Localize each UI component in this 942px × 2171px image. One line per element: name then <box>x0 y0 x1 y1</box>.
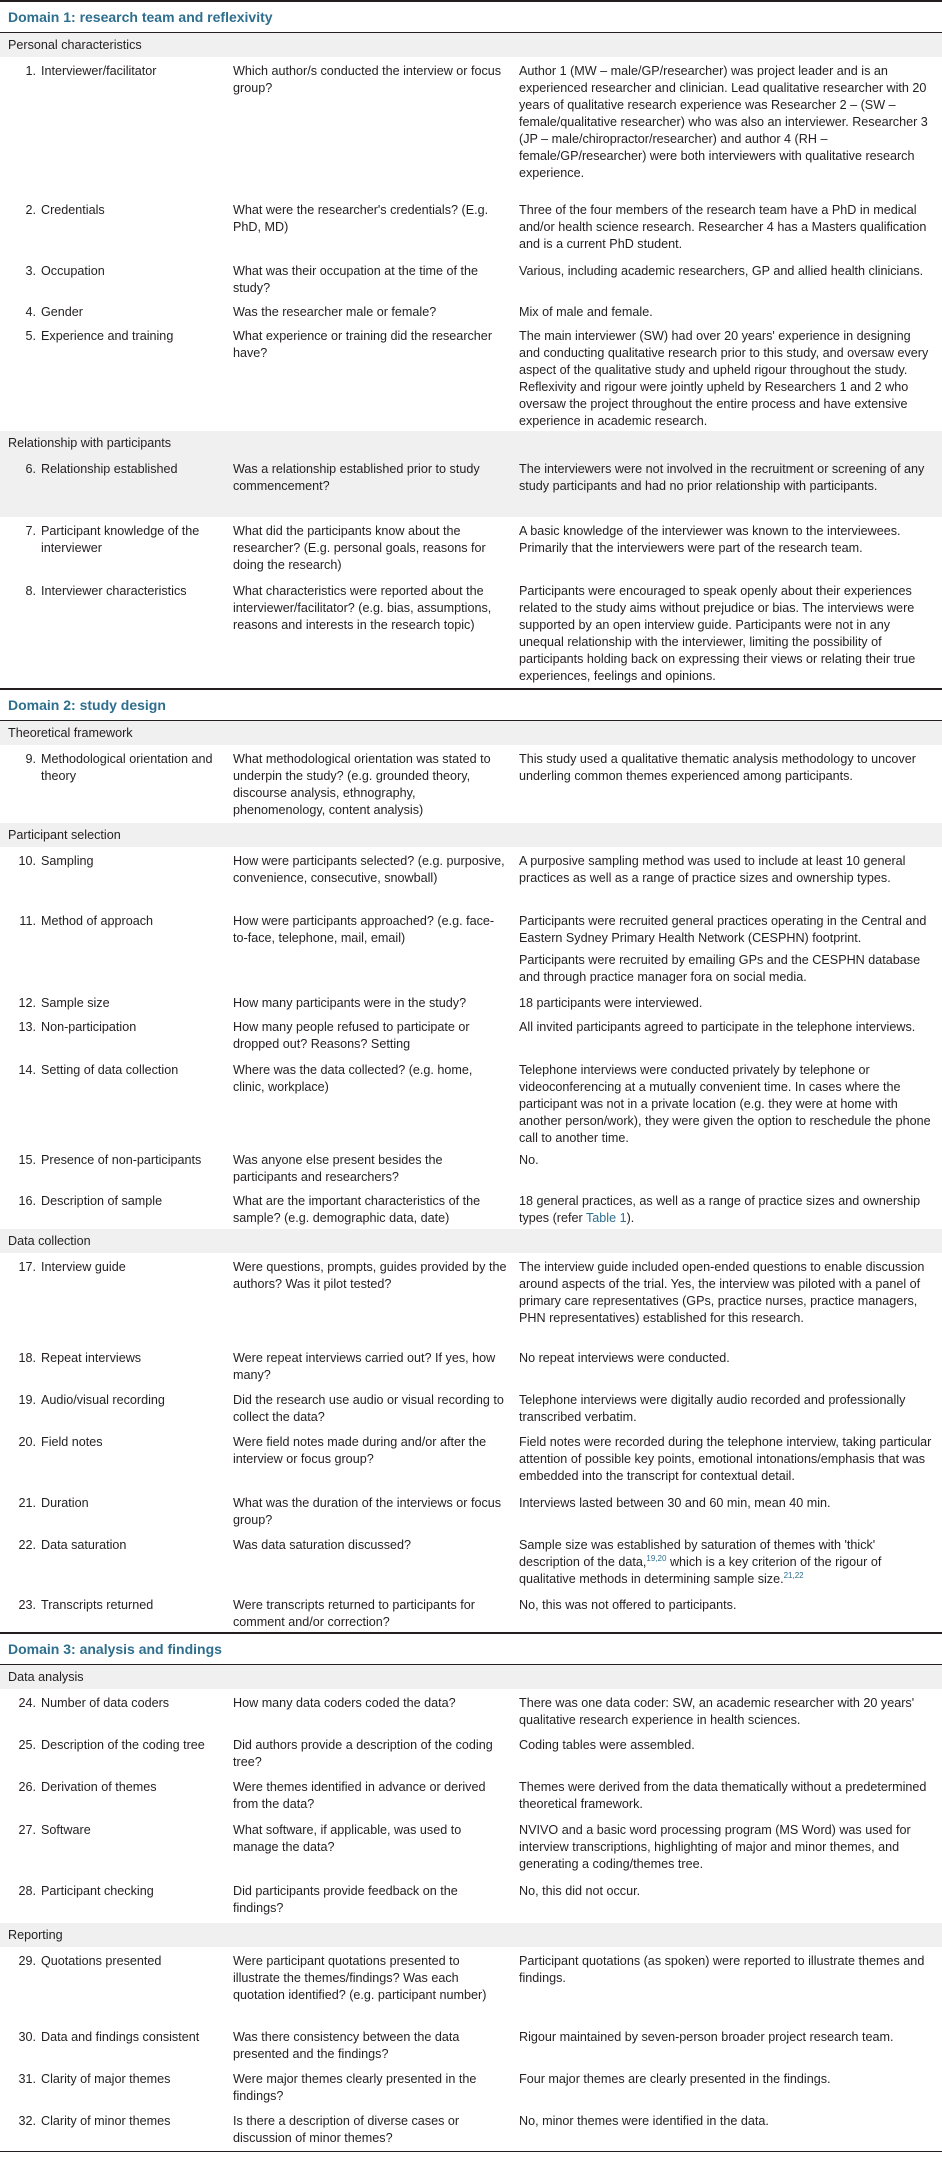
section-header: Theoretical framework <box>0 721 942 745</box>
item-answer: Interviews lasted between 30 and 60 min, mean 40 min. <box>519 1496 831 1510</box>
item-answer: All invited participants agreed to participate in the telephone interviews. <box>519 1020 916 1034</box>
item-number: 25. <box>18 1738 36 1752</box>
item-number: 21. <box>18 1496 36 1510</box>
item-topic: Non-participation <box>41 1020 137 1034</box>
item-number: 1. <box>25 64 36 78</box>
item-question: What characteristics were reported about the interviewer/facilitator? (e.g. bias, assumptions, reasons and interests in the research topic) <box>233 584 492 632</box>
item-topic: Credentials <box>41 203 105 217</box>
item-topic: Number of data coders <box>41 1696 170 1710</box>
item-answer: The interview guide included open-ended questions to enable discussion around aspects of the trial. Yes, the interview was piloted with a panel of primary care representatives (GPs, practice nurses, practice managers, PHN representatives) established for this research. <box>519 1260 925 1325</box>
item-number: 7. <box>25 524 36 538</box>
item-question: Were field notes made during and/or after the interview or focus group? <box>233 1435 487 1466</box>
table-row <box>0 1344 942 1386</box>
item-topic: Methodological orientation and theory <box>41 752 213 783</box>
table-row <box>0 2065 942 2107</box>
domain-header: Domain 2: study design <box>0 688 942 721</box>
item-number: 31. <box>18 2072 36 2086</box>
item-topic: Description of the coding tree <box>41 1738 205 1752</box>
table-row <box>0 517 942 577</box>
table-row <box>0 1428 942 1489</box>
table-row <box>0 1531 942 1591</box>
item-answer: NVIVO and a basic word processing program (MS Word) was used for interview transcriptions, highlighting of major and minor themes, and generating a coding/themes tree. <box>519 1823 911 1871</box>
item-topic: Duration <box>41 1496 89 1510</box>
item-number: 29. <box>18 1954 36 1968</box>
item-number: 12. <box>18 996 36 1010</box>
item-number: 22. <box>18 1538 36 1552</box>
domain-header: Domain 3: analysis and findings <box>0 1632 942 1665</box>
item-topic: Interviewer characteristics <box>41 584 187 598</box>
table-row <box>0 2023 942 2065</box>
table-row <box>0 1689 942 1731</box>
item-number: 6. <box>25 462 36 476</box>
item-answer: Author 1 (MW – male/GP/researcher) was project leader and is an experienced researcher and clinician. Lead qualitative researcher with 20 years of qualitative research experience was Researcher 2 – (SW – female/qualitative researcher) who was also an interviewer. Researcher 3 (JP – male/chiropractor/researcher) and author 4 (RH – female/GP/researcher) were both interviewers with qualitative research experience. <box>519 64 928 180</box>
item-question: Where was the data collected? (e.g. home, clinic, workplace) <box>233 1063 473 1094</box>
item-question: Did the research use audio or visual recording to collect the data? <box>233 1393 504 1424</box>
item-question: What was their occupation at the time of the study? <box>233 264 479 295</box>
item-topic: Sample size <box>41 996 110 1010</box>
item-answer: The main interviewer (SW) had over 20 years' experience in designing and conducting qualitative research prior to this study, and oversaw every aspect of the qualitative study and upheld rigour throughout the study. Reflexivity and rigour were jointly upheld by Researchers 1 and 2 who oversaw the project throughout the entire process and have extensive experience in academic research. <box>519 329 929 428</box>
item-question: Were major themes clearly presented in the findings? <box>233 2072 477 2103</box>
table-row <box>0 322 942 431</box>
table-row <box>0 1187 942 1229</box>
item-number: 24. <box>18 1696 36 1710</box>
table-row <box>0 1013 942 1056</box>
item-answer: Participants were recruited general practices operating in the Central and Eastern Sydney Primary Health Network (CESPHN) footprint. <box>519 914 927 945</box>
item-number: 4. <box>25 305 36 319</box>
item-number: 10. <box>18 854 36 868</box>
item-answer: 18 participants were interviewed. <box>519 996 703 1010</box>
item-topic: Gender <box>41 305 84 319</box>
item-topic: Field notes <box>41 1435 103 1449</box>
item-number: 23. <box>18 1598 36 1612</box>
item-question: Were participant quotations presented to illustrate the themes/findings? Was each quotation identified? (e.g. participant number) <box>233 1954 487 2002</box>
item-topic: Repeat interviews <box>41 1351 142 1365</box>
table-row <box>0 1773 942 1816</box>
item-answer: A purposive sampling method was used to include at least 10 general practices as well as a range of practice sizes and ownership types. <box>519 854 906 885</box>
item-answer: Participants were encouraged to speak openly about their experiences related to the study aims without prejudice or bias. The interviews were supported by an open interview guide. Participants were not in any unequal relationship with the interviewer, limiting the possibility of participants holding back on expressing their views or relating their true experiences, feelings and opinions. <box>519 584 916 683</box>
item-topic: Participant checking <box>41 1884 154 1898</box>
item-question: How many people refused to participate or dropped out? Reasons? Setting <box>233 1020 470 1051</box>
item-answer-text: 18 general practices, as well as a range of practice sizes and ownership types (refer <box>519 1194 921 1225</box>
item-topic: Description of sample <box>41 1194 163 1208</box>
item-topic: Setting of data collection <box>41 1063 179 1077</box>
item-answer: The interviewers were not involved in the recruitment or screening of any study participants and had no prior relationship with participants. <box>519 462 925 493</box>
table-row <box>0 1816 942 1877</box>
table-row <box>0 196 942 257</box>
domain-header: Domain 1: research team and reflexivity <box>0 0 942 33</box>
table-row <box>0 257 942 298</box>
item-topic: Sampling <box>41 854 94 868</box>
item-question: Is there a description of diverse cases or discussion of minor themes? <box>233 2114 460 2145</box>
item-question: How were participants selected? (e.g. purposive, convenience, consecutive, snowball) <box>233 854 505 885</box>
item-number: 2. <box>25 203 36 217</box>
table-reference-link[interactable]: Table 1 <box>585 1211 627 1225</box>
item-number: 32. <box>18 2114 36 2128</box>
item-answer: No, this was not offered to participants. <box>519 1598 737 1612</box>
item-question: Was there consistency between the data presented and the findings? <box>233 2030 460 2061</box>
item-topic: Clarity of major themes <box>41 2072 171 2086</box>
citation-ref[interactable]: 21,22 <box>783 1570 804 1580</box>
item-answer: Mix of male and female. <box>519 305 653 319</box>
table-row <box>0 1731 942 1773</box>
table-bottom-rule <box>0 2151 942 2152</box>
item-question: How many participants were in the study? <box>233 996 467 1010</box>
section-header: Personal characteristics <box>0 33 942 57</box>
item-number: 8. <box>25 584 36 598</box>
item-question: Was a relationship established prior to study commencement? <box>233 462 480 493</box>
item-topic: Software <box>41 1823 91 1837</box>
item-answer: Telephone interviews were digitally audio recorded and professionally transcribed verbatim. <box>519 1393 906 1424</box>
table-row <box>0 1146 942 1187</box>
item-question: What are the important characteristics of the sample? (e.g. demographic data, date) <box>233 1194 481 1225</box>
item-number: 30. <box>18 2030 36 2044</box>
table-row <box>0 1253 942 1344</box>
item-answer: Rigour maintained by seven-person broader project research team. <box>519 2030 894 2044</box>
table-row <box>0 1947 942 2023</box>
item-answer: Three of the four members of the research team have a PhD in medical and/or health science research. Researcher 4 has a Masters qualification and is a current PhD student. <box>519 203 927 251</box>
item-answer: No repeat interviews were conducted. <box>519 1351 730 1365</box>
item-topic: Audio/visual recording <box>41 1393 165 1407</box>
item-number: 15. <box>18 1153 36 1167</box>
item-answer: Participant quotations (as spoken) were reported to illustrate themes and findings. <box>519 1954 925 1985</box>
item-question: Were themes identified in advance or derived from the data? <box>233 1780 486 1811</box>
item-answer <box>519 1531 942 1591</box>
section-header: Relationship with participants <box>0 431 942 455</box>
item-question: Did participants provide feedback on the findings? <box>233 1884 458 1915</box>
item-topic: Interviewer/facilitator <box>41 64 157 78</box>
table-row <box>0 1056 942 1146</box>
item-question: Which author/s conducted the interview or focus group? <box>233 64 502 95</box>
citation-ref[interactable]: 19,20 <box>646 1553 667 1563</box>
section-header: Participant selection <box>0 823 942 847</box>
section-header: Reporting <box>0 1923 942 1947</box>
item-answer <box>519 1187 942 1229</box>
item-number: 5. <box>25 329 36 343</box>
table-row <box>0 1386 942 1428</box>
item-number: 19. <box>18 1393 36 1407</box>
table-row <box>0 298 942 322</box>
table-row <box>0 989 942 1013</box>
item-answer-mid: which is a key criterion of the rigour of qualitative methods in determining sample size. <box>519 1555 882 1586</box>
table-row <box>0 907 942 989</box>
item-question: Were transcripts returned to participants for comment and/or correction? <box>233 1598 475 1629</box>
item-number: 28. <box>18 1884 36 1898</box>
table-row <box>0 745 942 823</box>
item-answer: No, minor themes were identified in the data. <box>519 2114 769 2128</box>
item-answer: Themes were derived from the data thematically without a predetermined theoretical framework. <box>519 1780 927 1811</box>
item-topic: Data saturation <box>41 1538 127 1552</box>
item-topic: Clarity of minor themes <box>41 2114 171 2128</box>
table-row <box>0 2107 942 2151</box>
table-row <box>0 57 942 196</box>
item-answer-tail: ). <box>626 1211 635 1225</box>
item-topic: Quotations presented <box>41 1954 162 1968</box>
section-header: Data collection <box>0 1229 942 1253</box>
item-answer: Telephone interviews were conducted privately by telephone or videoconferencing at a mutually convenient time. In cases where the participant was not in a private location (e.g. they were at home with another person/work), they were given the option to reschedule the phone call to another time. <box>519 1063 931 1145</box>
item-number: 13. <box>18 1020 36 1034</box>
item-number: 20. <box>18 1435 36 1449</box>
item-answer: This study used a qualitative thematic analysis methodology to uncover underling common themes experienced among participants. <box>519 752 916 783</box>
item-number: 27. <box>18 1823 36 1837</box>
item-question: Were questions, prompts, guides provided by the authors? Was it pilot tested? <box>233 1260 507 1291</box>
item-number: 11. <box>19 914 36 928</box>
table-row <box>0 1591 942 1632</box>
table-row <box>0 1489 942 1531</box>
item-number: 26. <box>18 1780 36 1794</box>
item-answer: No. <box>519 1153 539 1167</box>
item-question: What software, if applicable, was used to manage the data? <box>233 1823 462 1854</box>
item-answer: There was one data coder: SW, an academic researcher with 20 years' qualitative research experience in health sciences. <box>519 1696 915 1727</box>
item-topic: Occupation <box>41 264 105 278</box>
table-row <box>0 1877 942 1923</box>
item-question: Was anyone else present besides the participants and researchers? <box>233 1153 443 1184</box>
item-answer-text: Sample size was established by saturation of themes with 'thick' description of the data, <box>519 1538 876 1569</box>
item-answer: Coding tables were assembled. <box>519 1738 695 1752</box>
item-number: 18. <box>18 1351 36 1365</box>
item-question: How were participants approached? (e.g. face-to-face, telephone, mail, email) <box>233 914 495 945</box>
item-topic: Derivation of themes <box>41 1780 157 1794</box>
table-row <box>0 577 942 688</box>
item-topic: Experience and training <box>41 329 174 343</box>
table-row <box>0 455 942 517</box>
item-topic: Method of approach <box>41 914 154 928</box>
item-number: 9. <box>25 752 36 766</box>
item-question: What did the participants know about the researcher? (E.g. personal goals, reasons for doing the research) <box>233 524 486 572</box>
item-question: How many data coders coded the data? <box>233 1696 456 1710</box>
item-answer: Four major themes are clearly presented in the findings. <box>519 2072 831 2086</box>
item-topic: Participant knowledge of the interviewer <box>41 524 200 555</box>
item-question: Did authors provide a description of the coding tree? <box>233 1738 493 1769</box>
item-question: What was the duration of the interviews or focus group? <box>233 1496 502 1527</box>
item-topic: Presence of non-participants <box>41 1153 202 1167</box>
item-number: 14. <box>18 1063 36 1077</box>
item-topic: Relationship established <box>41 462 178 476</box>
item-question: What were the researcher's credentials? (E.g. PhD, MD) <box>233 203 489 234</box>
item-number: 3. <box>25 264 36 278</box>
item-topic: Transcripts returned <box>41 1598 154 1612</box>
item-question: What methodological orientation was stated to underpin the study? (e.g. grounded theory, discourse analysis, ethnography, phenomenology, content analysis) <box>233 752 491 817</box>
item-question: Was data saturation discussed? <box>233 1538 412 1552</box>
item-question: Was the researcher male or female? <box>233 305 437 319</box>
table-row <box>0 847 942 907</box>
item-question: Were repeat interviews carried out? If yes, how many? <box>233 1351 496 1382</box>
item-topic: Data and findings consistent <box>41 2030 200 2044</box>
item-answer: Various, including academic researchers, GP and allied health clinicians. <box>519 264 924 278</box>
item-number: 16. <box>18 1194 36 1208</box>
item-topic: Interview guide <box>41 1260 126 1274</box>
item-answer: No, this did not occur. <box>519 1884 641 1898</box>
item-answer-extra: Participants were recruited by emailing GPs and the CESPHN database and through practice manager fora on social media. <box>519 953 921 984</box>
section-header: Data analysis <box>0 1665 942 1689</box>
item-answer: Field notes were recorded during the telephone interview, taking particular attention of possible key points, emotional intonations/emphasis that was embedded into the transcript for contextual detail. <box>519 1435 932 1483</box>
item-number: 17. <box>18 1260 36 1274</box>
item-answer: A basic knowledge of the interviewer was known to the interviewees. Primarily that the interviewers were part of the research team. <box>519 524 901 555</box>
item-question: What experience or training did the researcher have? <box>233 329 493 360</box>
